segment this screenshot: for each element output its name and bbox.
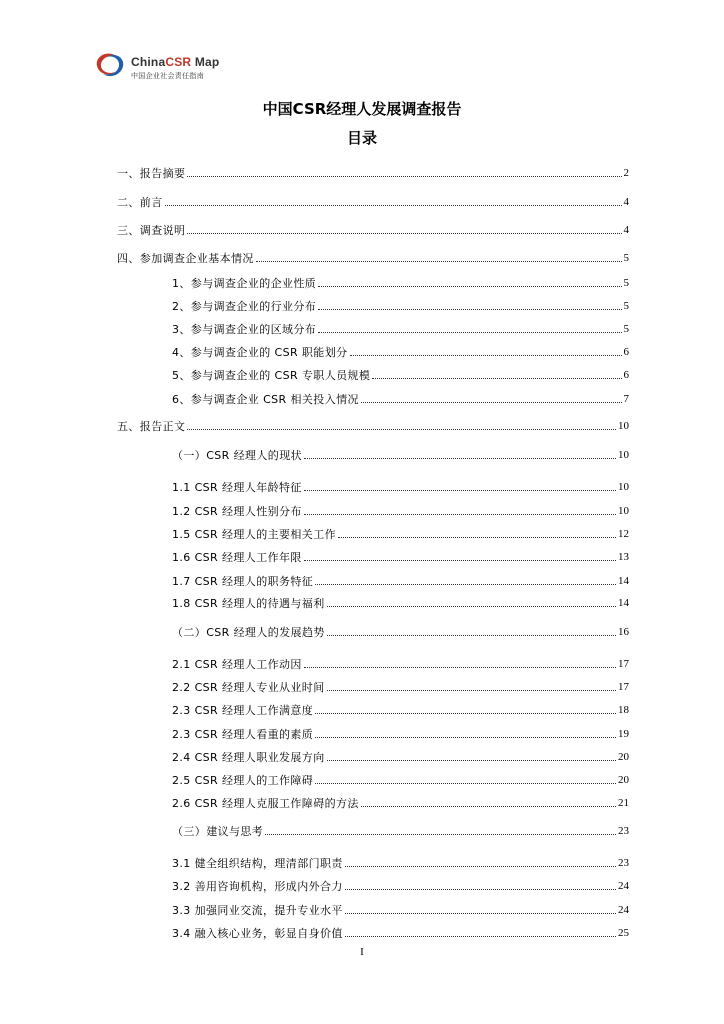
toc-entry-page: 10 bbox=[618, 481, 629, 493]
toc-entry-page: 12 bbox=[618, 528, 629, 540]
toc-entry-page: 10 bbox=[618, 449, 629, 461]
toc-entry-label: 2、参与调查企业的行业分布 bbox=[172, 300, 317, 313]
toc-leader-dots bbox=[318, 285, 621, 287]
document-title: 中国CSR经理人发展调查报告 bbox=[262, 100, 462, 118]
toc-entry-label: 一、报告摘要 bbox=[117, 167, 186, 180]
toc-entry-label: 1.7 CSR 经理人的职务特征 bbox=[172, 575, 314, 588]
toc-entry[interactable] bbox=[172, 388, 629, 406]
toc-entry-label: 1.8 CSR 经理人的待遇与福利 bbox=[172, 597, 325, 610]
logo bbox=[93, 48, 233, 84]
toc-entry-label: 2.5 CSR 经理人的工作障碍 bbox=[172, 774, 314, 787]
toc-entry-page: 17 bbox=[618, 681, 629, 693]
toc-entry-label: （三）建议与思考 bbox=[172, 825, 264, 838]
toc-entry[interactable] bbox=[172, 852, 629, 870]
toc-entry[interactable] bbox=[172, 769, 629, 787]
toc-entry-page: 5 bbox=[623, 277, 629, 289]
toc-entry-label: 2.2 CSR 经理人专业从业时间 bbox=[172, 681, 325, 694]
toc-entry-label: 3、参与调查企业的区域分布 bbox=[172, 323, 317, 336]
toc-entry-page: 24 bbox=[618, 904, 629, 916]
toc-leader-dots bbox=[345, 935, 616, 937]
toc-entry-label: 1.6 CSR 经理人工作年限 bbox=[172, 551, 302, 564]
toc-entry[interactable] bbox=[172, 746, 629, 764]
toc-leader-dots bbox=[361, 805, 616, 807]
toc-leader-dots bbox=[345, 912, 616, 914]
toc-entry-label: 1.5 CSR 经理人的主要相关工作 bbox=[172, 528, 336, 541]
toc-leader-dots bbox=[187, 428, 616, 430]
toc-leader-dots bbox=[338, 536, 616, 538]
toc-entry-page: 23 bbox=[618, 857, 629, 869]
toc-entry[interactable] bbox=[172, 272, 629, 290]
toc-entry-page: 14 bbox=[618, 597, 629, 609]
toc-entry-label: 3.1 健全组织结构，理清部门职责 bbox=[172, 857, 343, 870]
toc-entry-page: 16 bbox=[618, 626, 629, 638]
toc-entry-label: 五、报告正文 bbox=[117, 420, 186, 433]
toc-entry-label: 3.3 加强同业交流，提升专业水平 bbox=[172, 904, 343, 917]
toc-entry[interactable] bbox=[172, 444, 629, 462]
toc-entry[interactable] bbox=[172, 592, 629, 610]
toc-entry[interactable] bbox=[172, 500, 629, 518]
toc-entry-page: 6 bbox=[623, 369, 629, 381]
toc-entry-page: 5 bbox=[623, 252, 629, 264]
toc-entry-label: （二）CSR 经理人的发展趋势 bbox=[172, 626, 325, 639]
toc-entry[interactable] bbox=[172, 476, 629, 494]
toc-entry-label: 2.4 CSR 经理人职业发展方向 bbox=[172, 751, 325, 764]
toc-heading: 目录 bbox=[346, 129, 377, 147]
toc-entry[interactable] bbox=[117, 191, 629, 209]
toc-leader-dots bbox=[372, 377, 621, 379]
logo-brand-csr: CSR bbox=[165, 55, 192, 69]
toc-entry-label: 四、参加调查企业基本情况 bbox=[117, 252, 254, 265]
toc-entry-label: 1.1 CSR 经理人年龄特征 bbox=[172, 481, 302, 494]
toc-entry-page: 14 bbox=[618, 575, 629, 587]
toc-leader-dots bbox=[265, 833, 616, 835]
toc-leader-dots bbox=[327, 634, 616, 636]
toc-entry[interactable] bbox=[172, 295, 629, 313]
toc-entry-page: 2 bbox=[623, 167, 629, 179]
toc-entry[interactable] bbox=[172, 792, 629, 810]
toc-leader-dots bbox=[350, 354, 622, 356]
toc-leader-dots bbox=[327, 689, 616, 691]
toc-leader-dots bbox=[315, 736, 616, 738]
logo-brand-suffix: Map bbox=[191, 55, 220, 69]
toc-leader-dots bbox=[304, 666, 616, 668]
toc-entry[interactable] bbox=[172, 621, 629, 639]
toc-entry-page: 7 bbox=[623, 393, 629, 405]
toc-entry-label: 三、调查说明 bbox=[117, 224, 186, 237]
toc-entry-page: 20 bbox=[618, 774, 629, 786]
toc-entry-label: 二、前言 bbox=[117, 196, 163, 209]
toc-entry-label: 2.3 CSR 经理人工作满意度 bbox=[172, 704, 314, 717]
toc-entry[interactable] bbox=[117, 162, 629, 180]
toc-entry-page: 13 bbox=[618, 551, 629, 563]
toc-entry-page: 5 bbox=[623, 300, 629, 312]
toc-leader-dots bbox=[304, 489, 616, 491]
toc-entry[interactable] bbox=[172, 523, 629, 541]
toc-entry-page: 10 bbox=[618, 505, 629, 517]
toc-entry-label: 2.3 CSR 经理人看重的素质 bbox=[172, 728, 314, 741]
toc-entry-page: 18 bbox=[618, 704, 629, 716]
toc-leader-dots bbox=[345, 888, 616, 890]
toc-entry-label: 2.1 CSR 经理人工作动因 bbox=[172, 658, 302, 671]
logo-swirl-icon bbox=[93, 50, 127, 80]
toc-entry-label: （一）CSR 经理人的现状 bbox=[172, 449, 303, 462]
toc-leader-dots bbox=[304, 513, 616, 515]
toc-entry[interactable] bbox=[117, 247, 629, 265]
toc-leader-dots bbox=[315, 712, 616, 714]
toc-entry[interactable] bbox=[172, 875, 629, 893]
toc-entry[interactable] bbox=[172, 341, 629, 359]
toc-leader-dots bbox=[345, 865, 616, 867]
toc-entry[interactable] bbox=[172, 653, 629, 671]
toc-entry[interactable] bbox=[172, 318, 629, 336]
toc-entry-label: 4、参与调查企业的 CSR 职能划分 bbox=[172, 346, 348, 359]
toc-entry[interactable] bbox=[117, 219, 629, 237]
toc-entry[interactable] bbox=[117, 415, 629, 433]
toc-entry-page: 19 bbox=[618, 728, 629, 740]
toc-leader-dots bbox=[304, 559, 616, 561]
toc-entry[interactable] bbox=[172, 820, 629, 838]
toc-entry-page: 20 bbox=[618, 751, 629, 763]
toc-entry[interactable] bbox=[172, 364, 629, 382]
toc-leader-dots bbox=[327, 605, 616, 607]
logo-brand-text bbox=[131, 55, 219, 69]
toc-leader-dots bbox=[304, 457, 616, 459]
toc-leader-dots bbox=[187, 175, 621, 177]
toc-entry[interactable] bbox=[172, 723, 629, 741]
toc-leader-dots bbox=[187, 232, 621, 234]
toc-entry-label: 6、参与调查企业 CSR 相关投入情况 bbox=[172, 393, 359, 406]
toc-entry-page: 23 bbox=[618, 825, 629, 837]
toc-entry-page: 4 bbox=[623, 196, 629, 208]
toc-entry-label: 2.6 CSR 经理人克服工作障碍的方法 bbox=[172, 797, 359, 810]
toc-leader-dots bbox=[256, 260, 622, 262]
toc-entry-label: 3.4 融入核心业务，彰显自身价值 bbox=[172, 927, 343, 940]
toc-entry[interactable] bbox=[172, 922, 629, 940]
page-number: I bbox=[360, 946, 364, 958]
toc-entry-page: 10 bbox=[618, 420, 629, 432]
toc-entry-page: 5 bbox=[623, 323, 629, 335]
toc-entry[interactable] bbox=[172, 676, 629, 694]
toc-entry-label: 1.2 CSR 经理人性别分布 bbox=[172, 505, 302, 518]
toc-entry[interactable] bbox=[172, 570, 629, 588]
toc-entry-page: 21 bbox=[618, 797, 629, 809]
toc-leader-dots bbox=[361, 401, 622, 403]
toc-leader-dots bbox=[318, 331, 621, 333]
toc-entry-page: 24 bbox=[618, 880, 629, 892]
toc-entry-label: 5、参与调查企业的 CSR 专职人员规模 bbox=[172, 369, 371, 382]
toc-leader-dots bbox=[165, 204, 622, 206]
toc-entry[interactable] bbox=[172, 699, 629, 717]
toc-leader-dots bbox=[327, 759, 616, 761]
logo-subtitle: 中国企业社会责任指南 bbox=[131, 72, 204, 80]
toc-leader-dots bbox=[315, 782, 616, 784]
toc-entry-label: 1、参与调查企业的企业性质 bbox=[172, 277, 317, 290]
toc-entry[interactable] bbox=[172, 899, 629, 917]
toc-leader-dots bbox=[315, 583, 616, 585]
toc-entry-label: 3.2 善用咨询机构，形成内外合力 bbox=[172, 880, 343, 893]
toc-entry-page: 6 bbox=[623, 346, 629, 358]
toc-entry[interactable] bbox=[172, 546, 629, 564]
toc-entry-page: 17 bbox=[618, 658, 629, 670]
toc-entry-page: 4 bbox=[623, 224, 629, 236]
toc-leader-dots bbox=[318, 308, 621, 310]
toc-entry-page: 25 bbox=[618, 927, 629, 939]
logo-brand-prefix: China bbox=[131, 55, 166, 69]
